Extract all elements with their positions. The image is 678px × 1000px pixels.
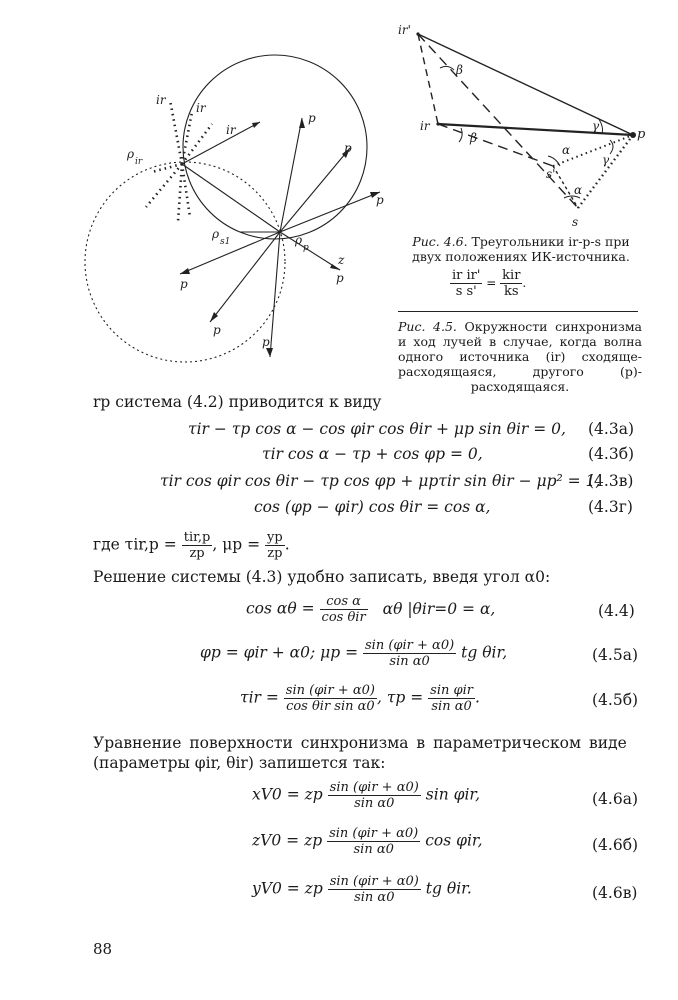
label-p-5: p (213, 323, 221, 337)
caption-fig-4-6-text: Треугольники ir-p-s при двух положениях ИК-источника. (412, 234, 630, 264)
equation-number-4-3a: (4.3a) (588, 420, 634, 438)
label-rho-s1: ρ (212, 227, 220, 241)
ratio-den: s s' (455, 284, 477, 299)
equation-number-4-3b: (4.3б) (588, 445, 635, 463)
eq44-f-den: cos θir (321, 610, 366, 625)
equation-number-4-3d: (4.3г) (588, 498, 633, 516)
label-s: s (572, 215, 579, 229)
label-p-7: p (336, 271, 344, 285)
ratio-formula: $\frac{\text{ir ir'}}{\text{s s'}}$ = $\frac{\text{kir}}{ks}$ . (452, 268, 527, 299)
caption-fig-4-6 (400, 234, 642, 264)
equation-4-4 (246, 594, 495, 625)
label-gamma-1: γ (592, 119, 600, 133)
equation-4-3d: cos (φp − φir) cos θir = cos α, (254, 498, 491, 516)
eq45a-f-num: sin (φir + α0) (365, 638, 455, 653)
label-beta-2: β (470, 131, 477, 145)
equation-number-4-4: (4.4) (598, 602, 635, 620)
eq46c-f-den: sin α0 (354, 890, 395, 905)
ratio-rhs-num: kir (502, 268, 521, 283)
label-ir-3: ir (226, 123, 236, 137)
label-p-4: p (180, 277, 188, 291)
label-gamma-2: γ (602, 153, 610, 167)
label-rho-p: ρ (295, 233, 303, 247)
label-rho-ir-sub: ir (135, 157, 143, 167)
where-f1-num: tir,p (183, 530, 211, 545)
label-rho-s1-sub: s1 (220, 237, 231, 247)
equation-4-3a: τir − τp cos α − cos φir cos θir + μp sin θir = 0, (188, 420, 566, 438)
label-s-prime: s' (546, 167, 556, 181)
label-p-6: p (262, 335, 270, 349)
eq46a-f-num: sin (φir + α0) (329, 780, 419, 795)
eq46b-f-den: sin α0 (353, 842, 394, 857)
label-p: p (637, 127, 646, 142)
equation-4-6a (252, 780, 480, 811)
label-beta-1: β (456, 63, 463, 77)
label-ir-2: ir (196, 101, 206, 115)
label-p-2: p (344, 141, 352, 155)
label-alpha-2: α (574, 183, 583, 197)
where-f2-num: yp (267, 530, 283, 545)
caption-divider (398, 311, 638, 312)
label-ir: ir (420, 119, 430, 133)
label-ir-1: ir (156, 93, 166, 107)
where-f2-den: zp (267, 546, 283, 561)
ratio-num: ir ir' (452, 268, 481, 283)
where-definitions: где τir,p = $\frac{\text{tir,p}}{zp}$ , μp = $\frac{yp}{zp}$ . (93, 530, 290, 561)
eq46c-lhs: yV0 = zp (252, 879, 323, 898)
equation-number-4-6c: (4.6в) (592, 884, 638, 902)
page-number: 88 (93, 940, 113, 958)
eq46a-lhs: xV0 = zp (252, 785, 323, 804)
equation-number-4-5b: (4.5б) (592, 691, 639, 709)
equation-4-3c: τir cos φir cos θir − τp cos φp + μpτir sin θir − μp² = 1, (160, 472, 601, 490)
equation-4-6c (252, 874, 472, 905)
eq45a-f-den: sin α0 (389, 654, 430, 669)
eq46c-rhs: tg θir. (425, 879, 472, 898)
equation-4-6b (252, 826, 483, 857)
eq44-lhs: cos αθ = (246, 599, 315, 618)
equation-number-4-6b: (4.6б) (592, 836, 639, 854)
eq45b-end: . (474, 688, 480, 707)
label-alpha-1: α (562, 143, 571, 157)
equation-4-5a (200, 638, 507, 669)
where-prefix: где τir,p = (93, 535, 177, 554)
ratio-rhs-den: ks (504, 284, 519, 299)
eq45a-lhs: φp = φir + α0; μp = (200, 643, 359, 662)
eq46a-rhs: sin φir, (425, 785, 481, 804)
where-mid: , μp = (212, 535, 261, 554)
eq46b-f-num: sin (φir + α0) (329, 826, 419, 841)
caption-fig-4-6-label: Рис. 4.6. (412, 234, 468, 249)
eq46b-rhs: cos φir, (425, 831, 483, 850)
equation-number-4-6a: (4.6a) (592, 790, 638, 808)
intro-line: rp система (4.2) приводится к виду (93, 393, 382, 411)
equation-number-4-5a: (4.5a) (592, 646, 638, 664)
eq45b-mid: , τp = (376, 688, 424, 707)
label-p-1: p (308, 111, 316, 125)
eq45b-lhs: τir = (240, 688, 279, 707)
eq45b-f1-den: cos θir sin α0 (286, 699, 375, 714)
where-f1-den: zp (189, 546, 205, 561)
figure-4-5-circles (80, 12, 400, 387)
equation-4-5b (240, 683, 480, 714)
eq46b-lhs: zV0 = zp (252, 831, 323, 850)
eq45b-f2-num: sin φir (430, 683, 473, 698)
eq46a-f-den: sin α0 (354, 796, 395, 811)
eq45b-f1-num: sin (φir + α0) (285, 683, 375, 698)
caption-fig-4-5 (398, 319, 642, 394)
eq46c-f-num: sin (φir + α0) (329, 874, 419, 889)
label-ir-prime: ir' (398, 23, 411, 37)
eq45a-rhs: tg θir, (461, 643, 508, 662)
caption-fig-4-5-label: Рис. 4.5. (398, 319, 457, 334)
figure-4-6-triangles (398, 18, 668, 233)
solution-paragraph: Решение системы (4.3) удобно записать, введя угол α0: (93, 568, 551, 586)
eq44-f-num: cos α (320, 594, 368, 610)
label-p-3: p (376, 193, 384, 207)
label-rho-p-sub: p (303, 243, 309, 253)
surface-line-2: (параметры φir, θir) запишется так: (93, 754, 386, 772)
label-z: z (338, 253, 345, 267)
equation-4-3b: τir cos α − τp + cos φp = 0, (262, 445, 483, 463)
eq44-rhs: αθ |θir=0 = α, (382, 599, 496, 618)
equation-number-4-3c: (4.3в) (588, 472, 634, 490)
surface-line-1: Уравнение поверхности синхронизма в параметрическом виде (93, 734, 627, 752)
label-rho-ir: ρ (127, 147, 135, 161)
caption-fig-4-5-text: Окружности синхронизма и ход лучей в случае, когда волна одного источника (ir) сходяще-расходящаяся, другого (p)-расходящаяся. (398, 319, 642, 394)
eq45b-f2-den: sin α0 (431, 699, 472, 714)
